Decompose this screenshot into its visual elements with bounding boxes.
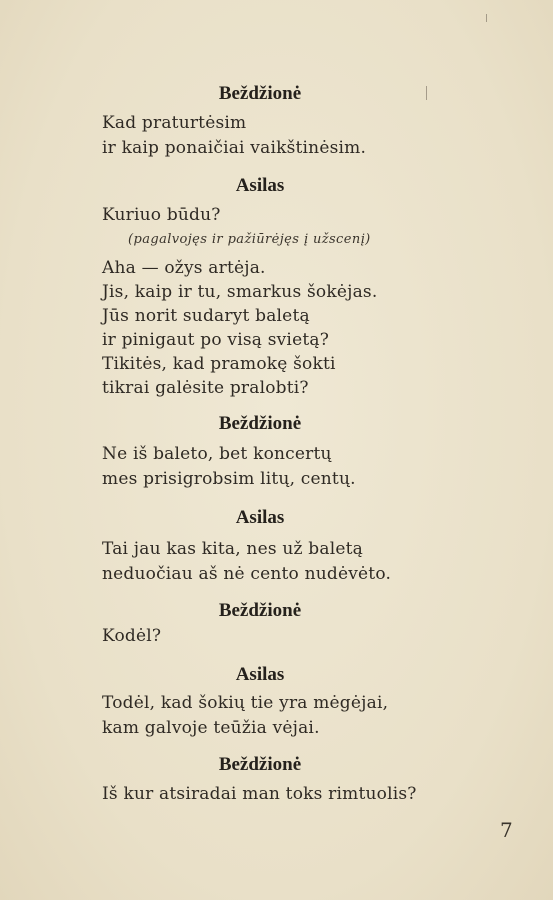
verse-line: Jis, kaip ir tu, smarkus šokėjas. — [102, 282, 378, 302]
verse-line: Kuriuo būdu? — [102, 205, 221, 225]
verse-line: neduočiau aš nė cento nudėvėto. — [102, 564, 392, 584]
verse-line: mes prisigrobsim litų, centų. — [102, 469, 356, 489]
verse-line: Ne iš baleto, bet koncertų — [102, 444, 332, 464]
print-mark — [426, 86, 427, 100]
speaker-heading: Beždžionė — [218, 413, 302, 434]
verse-line: Aha — ožys artėja. — [102, 258, 266, 278]
verse-line: Tikitės, kad pramokę šokti — [102, 354, 336, 374]
print-mark — [486, 14, 487, 22]
verse-line: Iš kur atsiradai man toks rimtuolis? — [102, 784, 417, 804]
speaker-heading: Beždžionė — [218, 754, 302, 775]
speaker-heading: Beždžionė — [218, 600, 302, 621]
speaker-heading: Beždžionė — [218, 83, 302, 104]
verse-line: tikrai galėsite pralobti? — [102, 378, 309, 398]
verse-line: ir kaip ponaičiai vaikštinėsim. — [102, 138, 367, 158]
speaker-heading: Asilas — [235, 175, 285, 196]
page-number: 7 — [500, 818, 513, 842]
verse-line: kam galvoje teūžia vėjai. — [102, 718, 320, 738]
verse-line: Kodėl? — [102, 626, 162, 646]
stage-direction: (pagalvojęs ir pažiūrėjęs į užscenį) — [128, 232, 371, 247]
speaker-heading: Asilas — [235, 507, 285, 528]
verse-line: ir pinigaut po visą svietą? — [102, 330, 330, 350]
verse-line: Kad praturtėsim — [102, 113, 247, 133]
verse-line: Tai jau kas kita, nes už baletą — [102, 539, 363, 559]
verse-line: Jūs norit sudaryt baletą — [102, 306, 310, 326]
speaker-heading: Asilas — [235, 664, 285, 685]
verse-line: Todėl, kad šokių tie yra mėgėjai, — [102, 693, 389, 713]
